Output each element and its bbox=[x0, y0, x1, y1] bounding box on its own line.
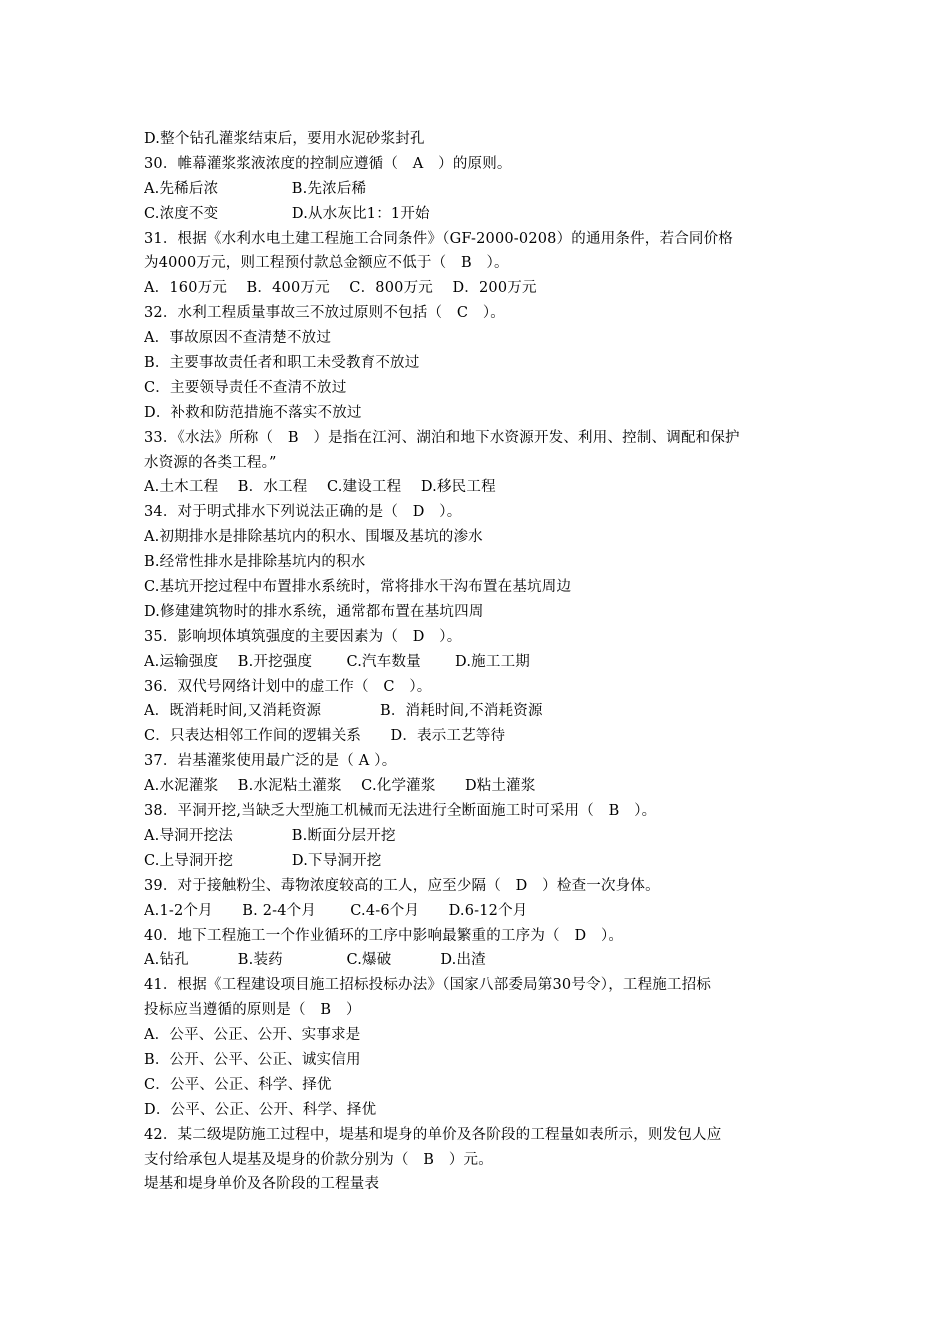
question-32: 32．水利工程质量事故三不放过原则不包括（ C ）。 bbox=[144, 305, 505, 322]
options-line: A．160万元 B．400万元 C．800万元 D．200万元 bbox=[144, 280, 537, 297]
option-line: B.经常性排水是排除基坑内的积水 bbox=[144, 554, 366, 571]
options-line: A.土木工程 B．水工程 C.建设工程 D.移民工程 bbox=[144, 479, 496, 496]
question-41: 41．根据《工程建设项目施工招标投标办法》（国家八部委局第30号令），工程施工招标 bbox=[144, 977, 712, 994]
option-line: C．公平、公正、科学、择优 bbox=[144, 1076, 332, 1093]
text-line: D.整个钻孔灌浆结束后，要用水泥砂浆封孔 bbox=[144, 131, 425, 147]
option-line: A.初期排水是排除基坑内的积水、围堰及基坑的渗水 bbox=[144, 529, 483, 546]
options-line: A.导洞开挖法 B.断面分层开挖 bbox=[144, 827, 396, 844]
options-line: C.浓度不变 D.从水灰比1：1开始 bbox=[144, 205, 430, 222]
document-body bbox=[144, 127, 812, 1197]
question-40: 40．地下工程施工一个作业循环的工序中影响最繁重的工序为（ D ）。 bbox=[144, 927, 624, 944]
option-line: B．主要事故责任者和职工未受教育不放过 bbox=[144, 355, 420, 372]
option-line: A．公平、公正、公开、实事求是 bbox=[144, 1027, 361, 1044]
option-line: C．主要领导责任不查清不放过 bbox=[144, 379, 347, 396]
option-line: D.修建建筑物时的排水系统，通常都布置在基坑四周 bbox=[144, 603, 484, 620]
question-37: 37．岩基灌浆使用最广泛的是（ A ）。 bbox=[144, 753, 397, 770]
option-line: A．事故原因不查清楚不放过 bbox=[144, 330, 332, 347]
text-line: 投标应当遵循的原则是（ B ） bbox=[144, 1002, 361, 1019]
options-line: C．只表达相邻工作间的逻辑关系 D．表示工艺等待 bbox=[144, 728, 506, 745]
options-line: A.1-2个月 B. 2-4个月 C.4-6个月 D.6-12个月 bbox=[144, 902, 528, 919]
question-38: 38．平洞开挖,当缺乏大型施工机械而无法进行全断面施工时可采用（ B ）。 bbox=[144, 803, 657, 820]
text-line: 支付给承包人堤基及堤身的价款分别为（ B ）元。 bbox=[144, 1151, 493, 1168]
option-line: C.基坑开挖过程中布置排水系统时，常将排水干沟布置在基坑周边 bbox=[144, 579, 572, 596]
text-line: 水资源的各类工程。” bbox=[144, 454, 277, 471]
options-line: C.上导洞开挖 D.下导洞开挖 bbox=[144, 852, 382, 869]
options-line: A.先稀后浓 B.先浓后稀 bbox=[144, 180, 367, 197]
question-39: 39．对于接触粉尘、毒物浓度较高的工人，应至少隔（ D ）检查一次身体。 bbox=[144, 877, 660, 894]
options-line: A.钻孔 B.装药 C.爆破 D.出渣 bbox=[144, 952, 486, 969]
option-line: D．补救和防范措施不落实不放过 bbox=[144, 404, 362, 421]
text-line: 为4000万元，则工程预付款总金额应不低于（ B ）。 bbox=[144, 255, 509, 272]
question-42: 42．某二级堤防施工过程中，堤基和堤身的单价及各阶段的工程量如表所示，则发包人应 bbox=[144, 1126, 722, 1143]
question-35: 35．影响坝体填筑强度的主要因素为（ D ）。 bbox=[144, 628, 462, 645]
question-34: 34．对于明式排水下列说法正确的是（ D ）。 bbox=[144, 504, 462, 521]
question-36: 36．双代号网络计划中的虚工作（ C ）。 bbox=[144, 678, 432, 695]
question-33: 33．《水法》所称（ B ）是指在江河、湖泊和地下水资源开发、利用、控制、调配和保护 bbox=[144, 429, 740, 446]
options-line: A.水泥灌浆 B.水泥粘土灌浆 C.化学灌浆 D粘土灌浆 bbox=[144, 778, 536, 795]
options-line: A.运输强度 B.开挖强度 C.汽车数量 D.施工工期 bbox=[144, 653, 530, 670]
table-caption: 堤基和堤身单价及各阶段的工程量表 bbox=[144, 1176, 380, 1193]
options-line: A．既消耗时间,又消耗资源 B．消耗时间,不消耗资源 bbox=[144, 703, 543, 720]
question-30: 30．帷幕灌浆浆液浓度的控制应遵循（ A ）的原则。 bbox=[144, 155, 512, 172]
option-line: D．公平、公正、公开、科学、择优 bbox=[144, 1101, 377, 1118]
question-31: 31．根据《水利水电土建工程施工合同条件》（GF-2000-0208）的通用条件，若合同价格 bbox=[144, 230, 733, 247]
option-line: B．公开、公平、公正、诚实信用 bbox=[144, 1051, 361, 1068]
